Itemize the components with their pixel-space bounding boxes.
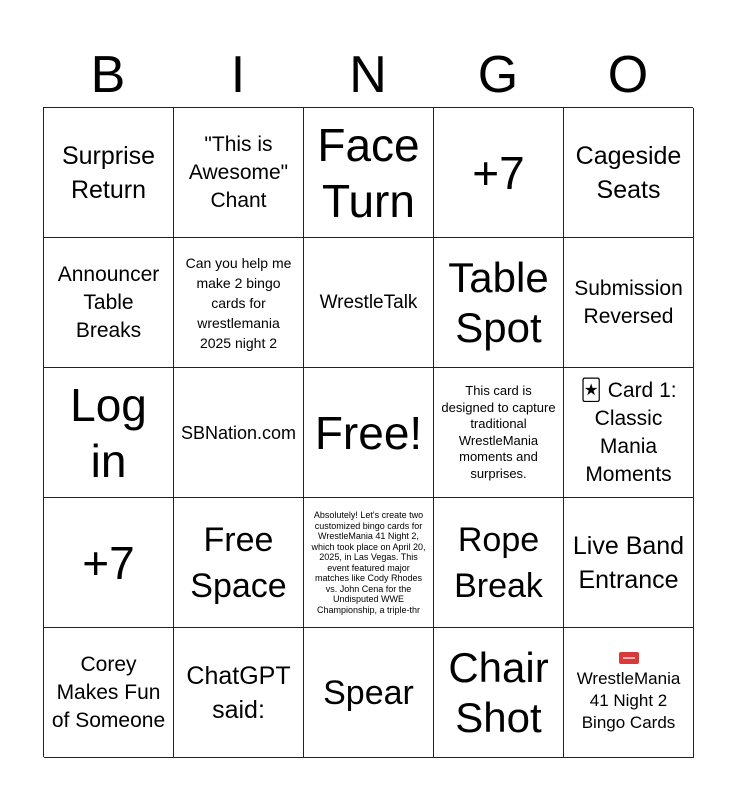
bingo-cell[interactable] — [564, 628, 694, 758]
bingo-cell[interactable] — [44, 108, 174, 238]
bingo-cell[interactable] — [174, 498, 304, 628]
cell-text: Rope Break — [454, 520, 543, 605]
cell-text: Spear — [323, 673, 414, 712]
bingo-cell[interactable] — [434, 108, 564, 238]
bingo-cell[interactable] — [304, 238, 434, 368]
cell-text: ChatGPT said: — [186, 661, 291, 724]
cell-text: Free! — [314, 406, 423, 459]
cell-text: This card is designed to capture traditional WrestleMania moments and surprises. — [441, 383, 556, 481]
ticket-cell-content — [571, 652, 686, 734]
header-letter-n: N — [349, 46, 387, 104]
bingo-cell[interactable] — [564, 498, 694, 628]
cell-text: Corey Makes Fun of Someone — [51, 652, 166, 732]
bingo-cell[interactable] — [564, 368, 694, 498]
bingo-cell[interactable] — [174, 238, 304, 368]
header-letter-i: I — [230, 46, 246, 104]
cell-text: Submission Reversed — [574, 276, 683, 328]
bingo-cell[interactable] — [304, 498, 434, 628]
cell-text: Chair Shot — [448, 643, 549, 741]
bingo-cell[interactable] — [434, 498, 564, 628]
bingo-grid — [43, 107, 693, 757]
cell-text: Face Turn — [317, 118, 420, 227]
cell-text: +7 — [472, 146, 525, 199]
cell-text: Announcer Table Breaks — [57, 262, 160, 342]
bingo-cell[interactable] — [304, 628, 434, 758]
header-letter-o: O — [607, 46, 649, 104]
bingo-cell[interactable] — [44, 238, 174, 368]
cell-text: "This is Awesome" Chant — [188, 132, 289, 212]
bingo-cell[interactable] — [174, 368, 304, 498]
cell-text: WrestleMania 41 Night 2 Bingo Cards — [576, 668, 681, 732]
bingo-cell[interactable] — [44, 628, 174, 758]
bingo-cell[interactable] — [44, 368, 174, 498]
cell-text: Surprise Return — [61, 141, 156, 204]
bingo-cell[interactable] — [434, 238, 564, 368]
cell-text: WrestleTalk — [319, 291, 418, 313]
ticket-icon — [619, 652, 639, 664]
header-letter-g: G — [477, 46, 519, 104]
cell-text: Absolutely! Let's create two customized bingo cards for WrestleMania 41 Night 2, which took place on April 20, 2025, in Las Vegas. This event featured major matches like Cody Rhodes vs. John Cena for the Undisputed WWE Championship, a triple-thr — [311, 510, 426, 615]
free-cell[interactable] — [304, 368, 434, 498]
cell-text: +7 — [82, 536, 135, 589]
bingo-cell[interactable] — [564, 238, 694, 368]
bingo-cell[interactable] — [434, 628, 564, 758]
cell-text: SBNation.com — [180, 422, 297, 443]
cell-text: 🃏 Card 1: Classic Mania Moments — [580, 378, 677, 486]
cell-text: Live Band Entrance — [572, 531, 685, 594]
bingo-cell[interactable] — [304, 108, 434, 238]
bingo-cell[interactable] — [174, 108, 304, 238]
bingo-cell[interactable] — [174, 628, 304, 758]
bingo-cell[interactable] — [44, 498, 174, 628]
header-letter-b: B — [90, 46, 126, 104]
bingo-header — [43, 44, 693, 106]
cell-text: Free Space — [190, 520, 287, 605]
cell-text: Can you help me make 2 bingo cards for wrestlemania 2025 night 2 — [185, 254, 292, 351]
cell-text: Log in — [70, 378, 147, 487]
bingo-cell[interactable] — [564, 108, 694, 238]
cell-text: Cageside Seats — [575, 141, 682, 204]
bingo-cell[interactable] — [434, 368, 564, 498]
cell-text: Table Spot — [448, 253, 549, 351]
